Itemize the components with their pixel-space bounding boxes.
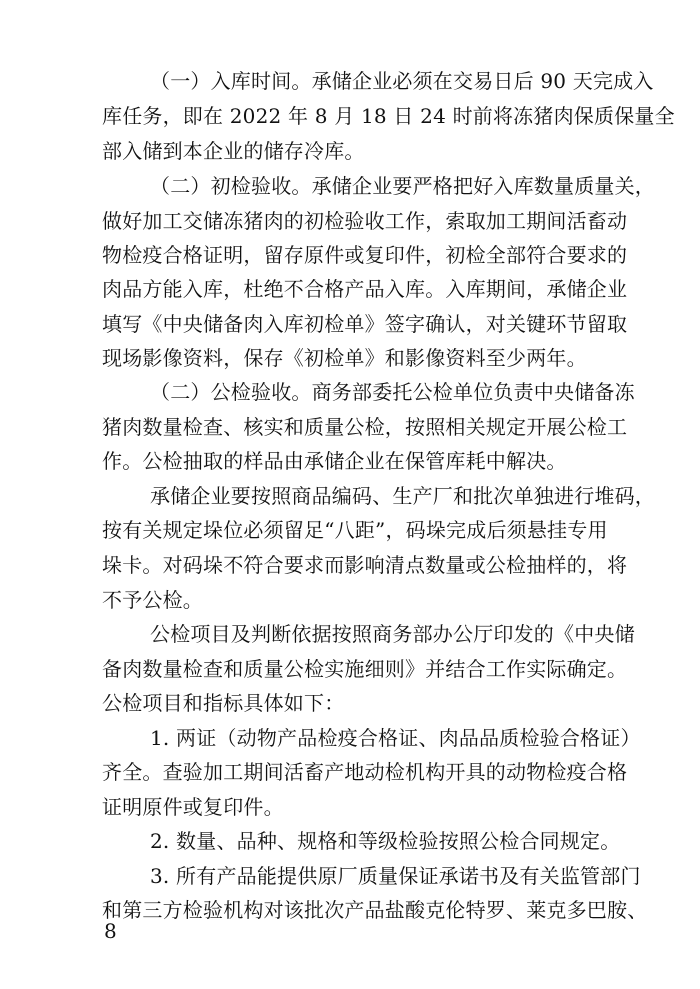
text-line: 垛卡。对码垛不符合要求而影响清点数量或公检抽样的，将 [102,553,628,577]
text-line: 做好加工交储冻猪肉的初检验收工作，索取加工期间活畜动 [102,209,628,233]
text-line: 按有关规定垛位必须留足“八距”，码垛完成后须悬挂专用 [102,518,608,542]
text-line: 承储企业要按照商品编码、生产厂和批次单独进行堆码， [150,484,655,508]
text-line: 公检项目和指标具体如下： [102,691,345,715]
text-line: 现场影像资料，保存《初检单》和影像资料至少两年。 [102,346,587,370]
page-number: 8 [104,919,117,943]
text-line: （二）初检验收。承储企业要严格把好入库数量质量关， [150,174,655,198]
text-line: 公检项目及判断依据按照商务部办公厅印发的《中央储 [150,622,635,646]
text-line: 不予公检。 [102,588,203,612]
text-line: 物检疫合格证明，留存原件或复印件，初检全部符合要求的 [102,243,628,267]
text-line: 作。公检抽取的样品由承储企业在保管库耗中解决。 [102,449,567,473]
text-line: 和第三方检验机构对该批次产品盐酸克伦特罗、莱克多巴胺、 [102,898,648,922]
text-line: 3. 所有产品能提供原厂质量保证承诺书及有关监管部门 [150,864,641,888]
text-line: 齐全。查验加工期间活畜产地动检机构开具的动物检疫合格 [102,760,628,784]
text-line: 填写《中央储备肉入库初检单》签字确认，对关键环节留取 [102,312,628,336]
text-line: 1. 两证（动物产品检疫合格证、肉品品质检验合格证） [150,726,641,750]
text-line: 部入储到本企业的储存冷库。 [102,139,365,163]
text-line: 猪肉数量检查、核实和质量公检，按照相关规定开展公检工 [102,415,628,439]
text-line: （二）公检验收。商务部委托公检单位负责中央储备冻 [150,380,635,404]
text-line: 证明原件或复印件。 [102,795,284,819]
text-line: （一）入库时间。承储企业必须在交易日后 90 天完成入 [150,69,654,93]
text-line: 备肉数量检查和质量公检实施细则》并结合工作实际确定。 [102,657,628,681]
text-line: 2. 数量、品种、规格和等级检验按照公检合同规定。 [150,829,621,853]
text-line: 库任务，即在 2022 年 8 月 18 日 24 时前将冻猪肉保质保量全 [102,104,675,128]
text-line: 肉品方能入库，杜绝不合格产品入库。入库期间，承储企业 [102,277,628,301]
